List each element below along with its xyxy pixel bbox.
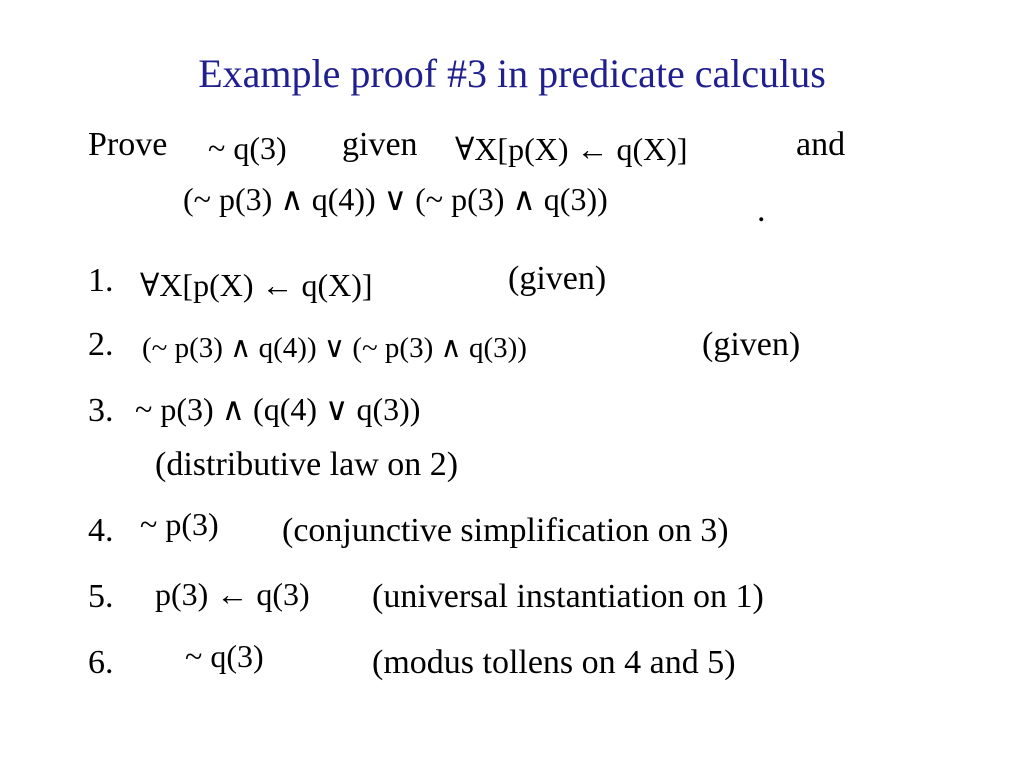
statement-period: . <box>757 192 766 229</box>
step-3-number: 3. <box>88 392 114 429</box>
premise1-formula: ∀X[p(X) ← q(X)] <box>455 131 688 167</box>
step-6-formula: ~ q(3) <box>185 638 264 674</box>
step-6-justification: (modus tollens on 4 and 5) <box>372 644 736 681</box>
premise2-formula: (~ p(3) ∧ q(4)) ∨ (~ p(3) ∧ q(3)) <box>183 181 608 217</box>
prove-word: Prove <box>88 126 168 163</box>
step-5-number: 5. <box>88 578 114 615</box>
step-5-justification: (universal instantiation on 1) <box>372 578 764 615</box>
given-word: given <box>342 126 418 163</box>
step-2-number: 2. <box>88 326 114 363</box>
step-3-formula: ~ p(3) ∧ (q(4) ∨ q(3)) <box>135 391 421 427</box>
slide-title: Example proof #3 in predicate calculus <box>198 51 826 96</box>
step-2-formula: (~ p(3) ∧ q(4)) ∨ (~ p(3) ∧ q(3)) <box>142 332 527 364</box>
step-1-formula: ∀X[p(X) ← q(X)] <box>140 267 373 303</box>
step-4-formula: ~ p(3) <box>140 506 219 542</box>
step-1-number: 1. <box>88 262 114 299</box>
step-1-justification: (given) <box>508 260 607 297</box>
step-6-number: 6. <box>88 644 114 681</box>
step-2-justification: (given) <box>702 326 801 363</box>
step-3-justification: (distributive law on 2) <box>155 446 459 483</box>
step-5-formula: p(3) ← q(3) <box>155 576 310 612</box>
step-4-number: 4. <box>88 512 114 549</box>
and-word: and <box>796 126 846 163</box>
step-4-justification: (conjunctive simplification on 3) <box>282 512 729 549</box>
goal-formula: ~ q(3) <box>208 130 287 166</box>
